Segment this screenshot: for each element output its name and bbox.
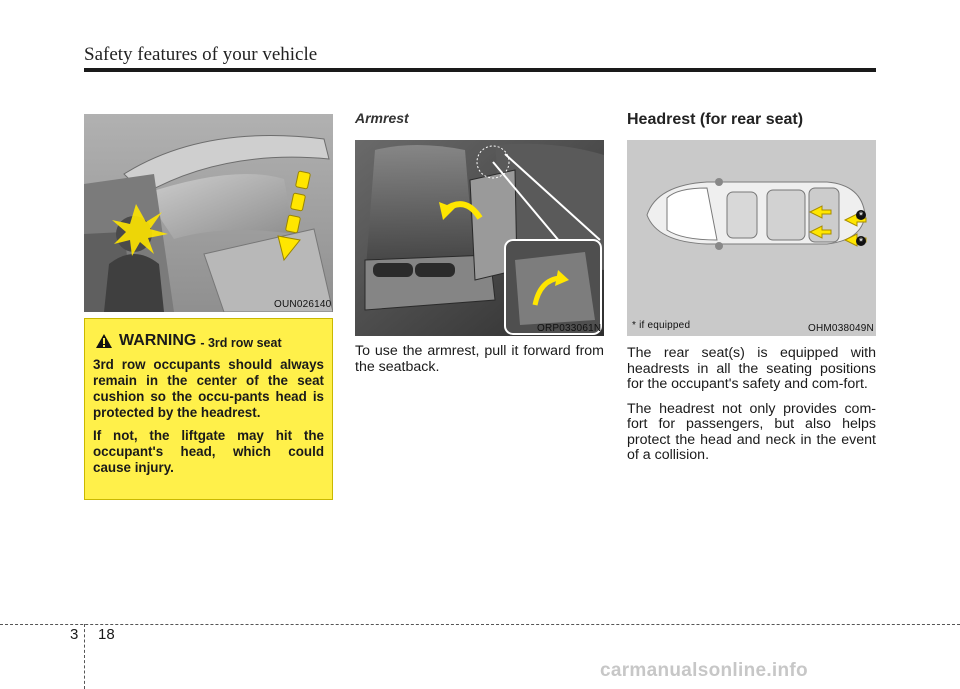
page-number: 18 — [98, 626, 115, 643]
svg-text:*: * — [858, 210, 864, 222]
headrest-paragraph: The headrest not only provides com-fort for passengers, but also helps protect the head and neck in the event of a collision. — [627, 400, 876, 463]
header-divider — [84, 68, 876, 72]
chapter-number: 3 — [70, 626, 79, 643]
liftgate-illustration — [84, 114, 333, 312]
figure-note: * if equipped — [632, 320, 691, 331]
footer-divider — [0, 624, 960, 625]
armrest-illustration — [355, 140, 604, 336]
warning-box — [84, 318, 333, 500]
figure-caption: OUN026140 — [274, 299, 332, 310]
figure-headrest — [627, 140, 876, 336]
figure-armrest — [355, 140, 604, 336]
watermark: carmanualsonline.info — [600, 660, 808, 681]
svg-text:*: * — [858, 236, 864, 248]
armrest-heading: Armrest — [355, 110, 409, 126]
warning-paragraph: 3rd row occupants should always remain in the center of the seat cushion so the occu-pants head is protected by the headrest. — [93, 357, 324, 420]
footer-vertical-divider — [84, 624, 85, 689]
warning-label: WARNING — [119, 332, 197, 349]
headrest-illustration — [627, 140, 876, 336]
warning-body — [93, 357, 324, 483]
figure-caption: OHM038049N — [808, 323, 874, 334]
headrest-heading: Headrest (for rear seat) — [627, 111, 804, 128]
headrest-paragraph: The rear seat(s) is equipped with headrests in all the seating positions for the occupant's safety and com-fort. — [627, 345, 876, 392]
armrest-body — [355, 344, 604, 384]
headrest-body — [627, 346, 876, 473]
section-title: Safety features of your vehicle — [84, 44, 318, 65]
figure-caption: ORP033061N — [537, 323, 602, 334]
warning-paragraph: If not, the liftgate may hit the occupant's head, which could cause injury. — [93, 428, 324, 475]
figure-liftgate — [84, 114, 333, 312]
armrest-paragraph: To use the armrest, pull it forward from the seatback. — [355, 343, 604, 375]
warning-triangle-icon — [95, 333, 113, 349]
warning-sublabel: - 3rd row seat — [200, 335, 282, 350]
warning-header — [95, 332, 282, 350]
